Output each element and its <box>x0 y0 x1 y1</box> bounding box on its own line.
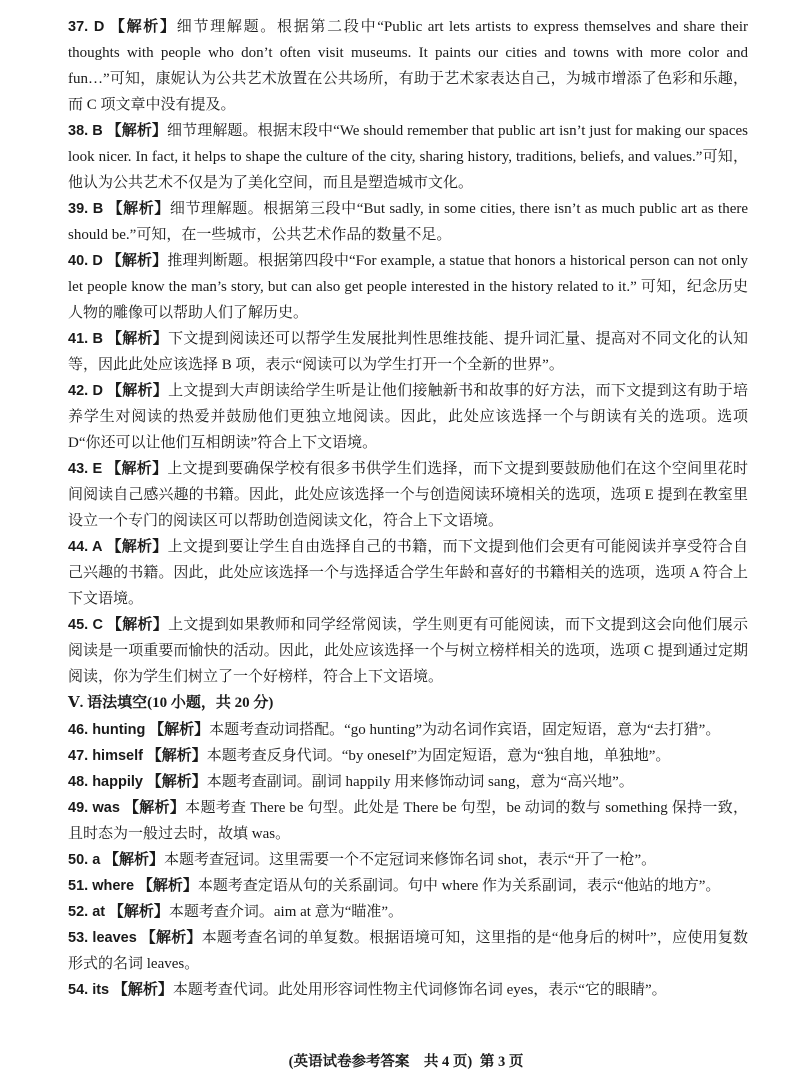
analysis-tag: 【解析】 <box>149 722 210 738</box>
analysis-tag: 【解析】 <box>106 617 169 633</box>
item-answer: B <box>92 123 103 139</box>
item-answer: himself <box>92 748 143 764</box>
analysis-tag: 【解析】 <box>106 123 168 139</box>
analysis-tag: 【解析】 <box>106 253 168 269</box>
item-number: 54 <box>68 982 85 998</box>
item-explanation: 本题考查定语从句的关系副词。句中 where 作为关系副词，表示“他站的地方”。 <box>197 878 721 894</box>
item-number: 51 <box>68 878 85 894</box>
item-number: 52 <box>68 904 85 920</box>
page-footer <box>0 1050 812 1071</box>
analysis-tag: 【解析】 <box>109 19 177 35</box>
item-answer: where <box>92 878 135 894</box>
item-explanation: 细节理解题。根据第二段中“Public art lets artists to express themselves and share their thoughts with people who don’t often visit museums. It paints our cities and towns with more color and fun…”可知，康妮认为公共艺术放置在公共场所，有助于艺术家表达自己，为城市增添了色彩和乐趣，而 C 项文章中没有提及。 <box>68 19 749 113</box>
item-answer: happily <box>92 774 143 790</box>
answer-item-44: 44. A 【解析】上文提到要让学生自由选择自己的书籍，而下文提到他们会更有可能阅读并享受符合自己兴趣的书籍。因此，此处应该选择一个与选择适合学生年龄和喜好的书籍相关的选项，选项 A 符合上下文语境。 <box>68 539 748 607</box>
item-answer: A <box>91 539 103 555</box>
item-number: 46 <box>68 722 85 738</box>
item-number: 39 <box>68 201 85 217</box>
answer-item-38: 38. B 【解析】细节理解题。根据末段中“We should remember that public art isn’t just for making our spaces look nicer. In fact, it helps to shape the culture of the city, sharing history, traditions, beliefs, and values.”可知，他认为公共艺术不仅是为了美化空间，而且是塑造城市文化。 <box>68 123 748 191</box>
page-content <box>68 14 748 1003</box>
item-explanation: 本题考查反身代词。“by oneself”为固定短语，意为“独自地，单独地”。 <box>206 748 671 764</box>
item-explanation: 本题考查副词。副词 happily 用来修饰动词 sang，意为“高兴地”。 <box>206 774 634 790</box>
item-explanation: 本题考查 There be 句型。此处是 There be 句型，be 动词的数与 something 保持一致，且时态为一般过去时，故填 was。 <box>68 800 748 842</box>
answer-item-49: 49. was 【解析】本题考查 There be 句型。此处是 There be 句型，be 动词的数与 something 保持一致，且时态为一般过去时，故填 was。 <box>68 800 748 842</box>
item-explanation: 上文提到大声朗读给学生听是让他们接触新书和故事的好方法，而下文提到这有助于培养学生对阅读的热爱并鼓励他们更独立地阅读。因此，此处应该选择一个与朗读有关的选项。选项 D“你还可以让他们互相朗读”符合上下文语境。 <box>68 383 748 451</box>
answer-item-52: 52. at 【解析】本题考查介词。aim at 意为“瞄准”。 <box>68 904 404 920</box>
item-answer: D <box>92 253 103 269</box>
answer-item-46: 46. hunting 【解析】本题考查动词搭配。“go hunting”为动名词作宾语，固定短语，意为“去打猎”。 <box>68 722 721 738</box>
item-number: 48 <box>68 774 85 790</box>
item-number: 40 <box>68 253 85 269</box>
item-number: 38 <box>68 123 85 139</box>
item-explanation: 下文提到阅读还可以帮学生发展批判性思维技能、提升词汇量、提高对不同文化的认知等，因此此处应该选择 B 项，表示“阅读可以为学生打开一个全新的世界”。 <box>68 331 748 373</box>
item-explanation: 本题考查介词。aim at 意为“瞄准”。 <box>168 904 404 920</box>
item-explanation: 本题考查冠词。这里需要一个不定冠词来修饰名词 shot，表示“开了一枪”。 <box>164 852 657 868</box>
item-number: 37 <box>68 19 85 35</box>
analysis-tag: 【解析】 <box>146 774 207 790</box>
analysis-tag: 【解析】 <box>140 930 202 946</box>
item-answer: its <box>92 982 110 998</box>
item-answer: a <box>92 852 101 868</box>
answer-item-45: 45. C 【解析】上文提到如果教师和同学经常阅读，学生则更有可能阅读，而下文提到这会向他们展示阅读是一项重要而愉快的活动。因此，此处应该选择一个与树立榜样相关的选项，选项 C 提到通过定期阅读，你为学生们树立了一个好榜样，符合上下文语境。 <box>68 617 748 685</box>
item-explanation: 上文提到如果教师和同学经常阅读，学生则更有可能阅读，而下文提到这会向他们展示阅读是一项重要而愉快的活动。因此，此处应该选择一个与树立榜样相关的选项，选项 C 提到通过定期阅读，你为学生们树立了一个好榜样，符合上下文语境。 <box>68 617 748 685</box>
item-explanation: 上文提到要确保学校有很多书供学生们选择，而下文提到要鼓励他们在这个空间里花时间阅读自己感兴趣的书籍。因此，此处应该选择一个与创造阅读环境相关的选项，选项 E 提到在教室里设立一个专门的阅读区可以帮助创造阅读文化，符合上下文语境。 <box>68 461 749 529</box>
item-answer: was <box>92 800 120 816</box>
item-explanation: 推理判断题。根据第四段中“For example, a statue that honors a historical person can not only let people know the man’s story, but can also get people interested in the history related to it.” 可知，纪念历史人物的雕像可以帮助人们了解历史。 <box>68 253 748 321</box>
answer-item-40: 40. D 【解析】推理判断题。根据第四段中“For example, a statue that honors a historical person can not only let people know the man’s story, but can also get people interested in the history related to it.” 可知，纪念历史人物的雕像可以帮助人们了解历史。 <box>68 253 748 321</box>
answer-item-41: 41. B 【解析】下文提到阅读还可以帮学生发展批判性思维技能、提升词汇量、提高对不同文化的认知等，因此此处应该选择 B 项，表示“阅读可以为学生打开一个全新的世界”。 <box>68 331 748 373</box>
answer-item-51: 51. where 【解析】本题考查定语从句的关系副词。句中 where 作为关系副词，表示“他站的地方”。 <box>68 878 721 894</box>
analysis-tag: 【解析】 <box>112 982 173 998</box>
item-explanation: 上文提到要让学生自由选择自己的书籍，而下文提到他们会更有可能阅读并享受符合自己兴趣的书籍。因此，此处应该选择一个与选择适合学生年龄和喜好的书籍相关的选项，选项 A 符合上下文语境。 <box>68 539 748 607</box>
answer-item-39: 39. B 【解析】细节理解题。根据第三段中“But sadly, in some cities, there isn’t as much public art as there should be.”可知，在一些城市，公共艺术作品的数量不足。 <box>68 201 748 243</box>
item-answer: hunting <box>92 722 146 738</box>
answer-item-47: 47. himself 【解析】本题考查反身代词。“by oneself”为固定短语，意为“独自地，单独地”。 <box>68 748 671 764</box>
item-explanation: 本题考查名词的单复数。根据语境可知，这里指的是“他身后的树叶”，应使用复数形式的名词 leaves。 <box>68 930 748 972</box>
item-answer: D <box>93 19 105 35</box>
footer-page-number: 第 3 页 <box>479 1054 524 1070</box>
item-answer: E <box>92 461 103 477</box>
item-number: 41 <box>68 331 85 347</box>
analysis-tag: 【解析】 <box>104 852 165 868</box>
answer-item-50: 50. a 【解析】本题考查冠词。这里需要一个不定冠词来修饰名词 shot，表示“开了一枪”。 <box>68 852 657 868</box>
analysis-tag: 【解析】 <box>123 800 186 816</box>
answer-item-37: 37. D 【解析】细节理解题。根据第二段中“Public art lets artists to express themselves and share their thoughts with people who don’t often visit museums. It paints our cities and towns with more color and fun…”可知，康妮认为公共艺术放置在公共场所，有助于艺术家表达自己，为城市增添了色彩和乐趣，而 C 项文章中没有提及。 <box>68 19 749 113</box>
analysis-tag: 【解析】 <box>106 383 169 399</box>
answer-item-43: 43. E 【解析】上文提到要确保学校有很多书供学生们选择，而下文提到要鼓励他们在这个空间里花时间阅读自己感兴趣的书籍。因此，此处应该选择一个与创造阅读环境相关的选项，选项 E 提到在教室里设立一个专门的阅读区可以帮助创造阅读文化，符合上下文语境。 <box>68 461 749 529</box>
footer-document-info: (英语试卷参考答案 共 4 页) <box>288 1054 473 1070</box>
item-explanation: 本题考查动词搭配。“go hunting”为动名词作宾语，固定短语，意为“去打猎”。 <box>209 722 721 738</box>
analysis-tag: 【解析】 <box>106 331 169 347</box>
item-explanation: 细节理解题。根据第三段中“But sadly, in some cities, there isn’t as much public art as there should be.”可知，在一些城市，公共艺术作品的数量不足。 <box>68 201 748 243</box>
analysis-tag: 【解析】 <box>137 878 198 894</box>
analysis-tag: 【解析】 <box>108 904 169 920</box>
item-explanation: 本题考查代词。此处用形容词性物主代词修饰名词 eyes，表示“它的眼睛”。 <box>172 982 667 998</box>
analysis-tag: 【解析】 <box>106 461 168 477</box>
item-number: 45 <box>68 617 85 633</box>
item-answer: at <box>92 904 106 920</box>
item-number: 53 <box>68 930 85 946</box>
item-number: 47 <box>68 748 85 764</box>
item-answer: D <box>92 383 103 399</box>
item-number: 43 <box>68 461 85 477</box>
item-answer: B <box>92 331 103 347</box>
analysis-tag: 【解析】 <box>146 748 207 764</box>
item-number: 44 <box>68 539 85 555</box>
item-explanation: 细节理解题。根据末段中“We should remember that public art isn’t just for making our spaces look nicer. In fact, it helps to shape the culture of the city, sharing history, traditions, beliefs, and values.”可知，他认为公共艺术不仅是为了美化空间，而且是塑造城市文化。 <box>68 123 748 191</box>
item-answer: leaves <box>92 930 137 946</box>
section-heading-grammar: Ⅴ. 语法填空(10 小题，共 20 分) <box>68 695 274 711</box>
item-number: 50 <box>68 852 85 868</box>
answer-item-42: 42. D 【解析】上文提到大声朗读给学生听是让他们接触新书和故事的好方法，而下文提到这有助于培养学生对阅读的热爱并鼓励他们更独立地阅读。因此，此处应该选择一个与朗读有关的选项。选项 D“你还可以让他们互相朗读”符合上下文语境。 <box>68 383 748 451</box>
item-number: 49 <box>68 800 85 816</box>
answer-item-48: 48. happily 【解析】本题考查副词。副词 happily 用来修饰动词 sang，意为“高兴地”。 <box>68 774 634 790</box>
answer-item-53: 53. leaves 【解析】本题考查名词的单复数。根据语境可知，这里指的是“他身后的树叶”，应使用复数形式的名词 leaves。 <box>68 930 748 972</box>
analysis-tag: 【解析】 <box>107 201 170 217</box>
item-answer: C <box>92 617 103 633</box>
analysis-tag: 【解析】 <box>106 539 168 555</box>
answer-item-54: 54. its 【解析】本题考查代词。此处用形容词性物主代词修饰名词 eyes，表示“它的眼睛”。 <box>68 982 667 998</box>
item-number: 42 <box>68 383 85 399</box>
item-answer: B <box>92 201 104 217</box>
